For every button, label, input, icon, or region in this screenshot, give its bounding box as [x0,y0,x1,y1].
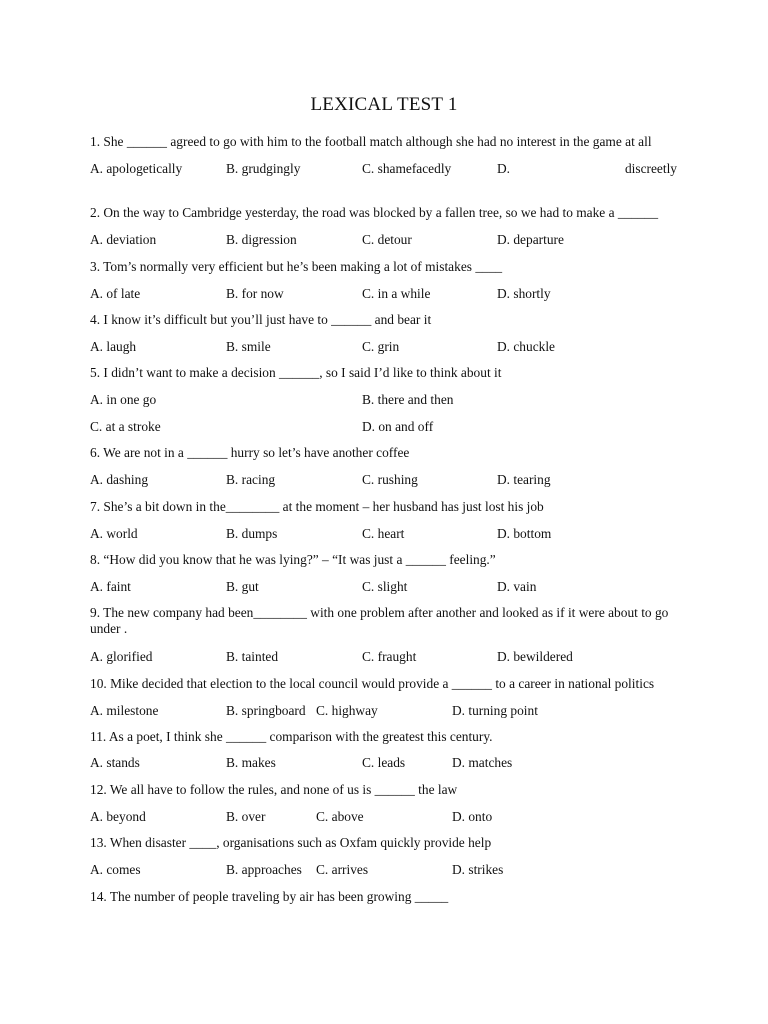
option-10d: D. turning point [452,703,538,718]
question-12: 12. We all have to follow the rules, and none of us is ______ the law [90,782,458,797]
option-11a: A. stands [90,755,140,770]
option-12b: B. over [226,809,266,824]
option-5c: C. at a stroke [90,419,161,434]
option-2d: D. departure [497,232,564,247]
option-8a: A. faint [90,579,131,594]
page-title: LEXICAL TEST 1 [310,94,458,115]
option-6c: C. rushing [362,472,418,487]
option-13a: A. comes [90,862,141,877]
option-1c: C. shamefacedly [362,161,452,176]
option-3a: A. of late [90,286,141,301]
question-1: 1. She ______ agreed to go with him to the football match although she had no interest in the game at all [90,134,652,149]
option-13b: B. approaches [226,862,302,877]
option-7d: D. bottom [497,526,552,541]
question-13: 13. When disaster ____, organisations such as Oxfam quickly provide help [90,835,492,850]
option-11b: B. makes [226,755,276,770]
option-2b: B. digression [226,232,297,247]
option-2c: C. detour [362,232,412,247]
option-10a: A. milestone [90,703,159,718]
question-9: 9. The new company had been________ with one problem after another and looked as if it were about to go under . [90,605,669,636]
option-4a: A. laugh [90,339,137,354]
option-9b: B. tainted [226,649,279,664]
option-9a: A. glorified [90,649,153,664]
option-9c: C. fraught [362,649,417,664]
option-1d-text: discreetly [624,161,677,176]
option-1a: A. apologetically [90,161,183,176]
option-1d: D. [497,161,511,176]
option-4c: C. grin [362,339,400,354]
question-3: 3. Tom’s normally very efficient but he’s been making a lot of mistakes ____ [90,259,503,274]
option-13d: D. strikes [452,862,504,877]
option-9d: D. bewildered [497,649,573,664]
option-6b: B. racing [226,472,276,487]
question-5: 5. I didn’t want to make a decision ______, so I said I’d like to think about it [90,365,502,380]
option-7a: A. world [90,526,138,541]
option-5a: A. in one go [90,392,157,407]
option-3d: D. shortly [497,286,551,301]
option-12c: C. above [316,809,364,824]
question-4: 4. I know it’s difficult but you’ll just have to ______ and bear it [90,312,432,327]
option-10c: C. highway [316,703,378,718]
option-12a: A. beyond [90,809,146,824]
question-6: 6. We are not in a ______ hurry so let’s have another coffee [90,445,410,460]
option-4b: B. smile [226,339,271,354]
option-7b: B. dumps [226,526,278,541]
option-3b: B. for now [226,286,284,301]
question-2: 2. On the way to Cambridge yesterday, the road was blocked by a fallen tree, so we had to make a ______ [90,205,659,220]
option-10b: B. springboard [226,703,306,718]
option-3c: C. in a while [362,286,431,301]
option-6d: D. tearing [497,472,551,487]
option-6a: A. dashing [90,472,149,487]
question-10: 10. Mike decided that election to the local council would provide a ______ to a career in national politics [90,676,655,691]
option-11d: D. matches [452,755,513,770]
option-4d: D. chuckle [497,339,556,354]
option-5b: B. there and then [362,392,454,407]
option-8b: B. gut [226,579,259,594]
option-1b: B. grudgingly [226,161,301,176]
option-5d: D. on and off [362,419,434,434]
question-14: 14. The number of people traveling by air has been growing _____ [90,889,449,904]
option-7c: C. heart [362,526,405,541]
question-8: 8. “How did you know that he was lying?” – “It was just a ______ feeling.” [90,552,496,567]
option-12d: D. onto [452,809,493,824]
option-13c: C. arrives [316,862,369,877]
question-11: 11. As a poet, I think she ______ comparison with the greatest this century. [90,729,493,744]
option-2a: A. deviation [90,232,157,247]
option-8d: D. vain [497,579,537,594]
option-8c: C. slight [362,579,408,594]
option-11c: C. leads [362,755,406,770]
question-7: 7. She’s a bit down in the________ at the moment – her husband has just lost his job [90,499,544,514]
